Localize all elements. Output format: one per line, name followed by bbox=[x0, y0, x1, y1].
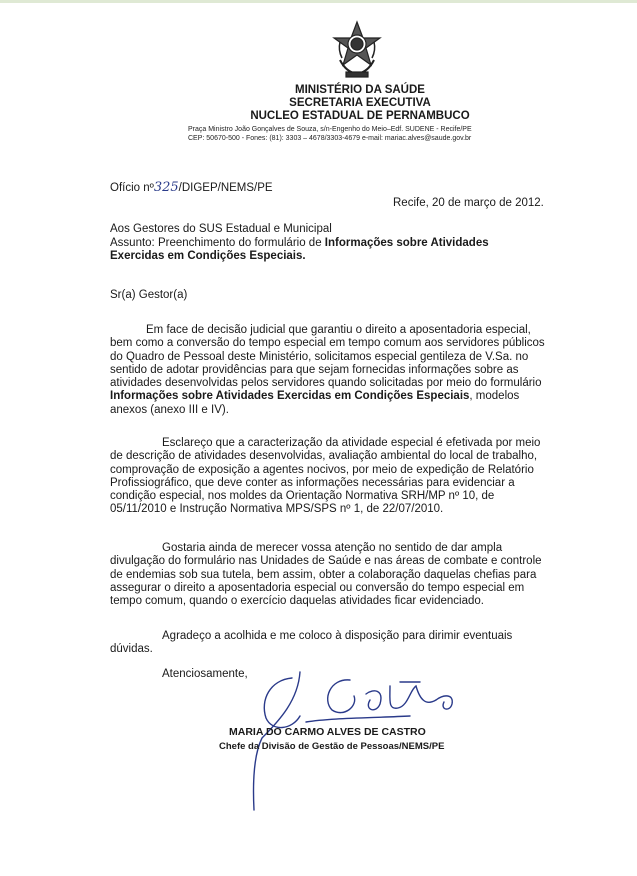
reference-prefix: Ofício nº bbox=[110, 182, 154, 194]
brazil-coat-of-arms-icon bbox=[332, 20, 382, 80]
p2-line: comprovação de exposição a agentes nocivos, por meio de expedição de Relatório bbox=[110, 463, 534, 476]
contact-line: CEP: 50670-500 - Fones: (81): 3303 – 4678/3303-4679 e-mail: mariac.alves@saude.gov.br bbox=[188, 135, 472, 142]
signatory-name: MARIA DO CARMO ALVES DE CASTRO bbox=[229, 726, 426, 738]
paragraph-4 bbox=[110, 630, 558, 657]
subject-bold-2: Exercidas em Condições Especiais. bbox=[110, 250, 306, 262]
p1-line: bem como a conversão do tempo especial em tempo comum aos servidores públicos bbox=[110, 337, 545, 350]
reference-number: 325 bbox=[153, 180, 179, 195]
paragraph-3 bbox=[110, 542, 558, 608]
p3-line: divulgação do formulário nas Unidades de Saúde e nas áreas de combate e controle bbox=[110, 555, 542, 568]
closing: Atenciosamente, bbox=[162, 668, 248, 680]
p2-line: 05/11/2010 e Instrução Normativa MPS/SPS nº 1, de 22/07/2010. bbox=[110, 503, 444, 516]
p2-line: condição especial, nos moldes da Orientação Normativa SRH/MP nº 10, de bbox=[110, 490, 495, 503]
p2-line: Esclareço que a caracterização da atividade especial é efetivada por meio bbox=[162, 437, 541, 449]
p1-line: sentido de adotar providências para que sejam fornecidas informações sobre as bbox=[110, 363, 519, 376]
p1-bold-form-title: Informações sobre Atividades Exercidas em Condições Especiais bbox=[110, 390, 470, 403]
p3-line: de endemias sob sua tutela, bem assim, obter a colaboração daquelas chefias para bbox=[110, 568, 537, 581]
p2-line: Profissiográfico, que deve conter as informações necessárias para evidenciar a bbox=[110, 476, 515, 489]
recipient: Aos Gestores do SUS Estadual e Municipal bbox=[110, 223, 332, 235]
subject-line-2 bbox=[110, 250, 306, 263]
scan-edge bbox=[0, 0, 637, 3]
p4-line: Agradeço a acolhida e me coloco à disposição para dirimir eventuais bbox=[162, 630, 513, 642]
office-reference bbox=[110, 181, 273, 195]
p2-line: de descrição de atividades desenvolvidas, avaliação ambiental do local de trabalho, bbox=[110, 450, 538, 463]
subject-bold-1: Informações sobre Atividades bbox=[324, 237, 489, 249]
secretariat-heading: SECRETARIA EXECUTIVA bbox=[289, 97, 431, 109]
nucleus-heading: NUCLEO ESTADUAL DE PERNAMBUCO bbox=[250, 110, 470, 122]
p1-line-rest: , modelos bbox=[469, 390, 520, 403]
p1-line: Em face de decisão judicial que garantiu o direito a aposentadoria especial, bbox=[146, 324, 531, 336]
p1-line: anexos (anexo III e IV). bbox=[110, 403, 229, 416]
p1-line: do Quadro de Pessoal deste Ministério, solicitamos especial gentileza de V.Sa. no bbox=[110, 350, 529, 363]
signatory-title: Chefe da Divisão de Gestão de Pessoas/NEMS/PE bbox=[219, 741, 445, 752]
p4-line: dúvidas. bbox=[110, 643, 153, 656]
reference-suffix: /DIGEP/NEMS/PE bbox=[178, 182, 273, 194]
p3-line: assegurar o direito a aposentadoria especial ou conversão do tempo especial em bbox=[110, 581, 525, 594]
paragraph-2 bbox=[110, 437, 558, 517]
address-line-1: Praça Ministro João Gonçalves de Souza, s/n-Engenho do Meio–Edf. SUDENE - Recife/PE bbox=[188, 126, 472, 133]
paragraph-1 bbox=[110, 324, 558, 417]
place-date: Recife, 20 de março de 2012. bbox=[393, 197, 544, 209]
subject-prefix: Assunto: Preenchimento do formulário de bbox=[110, 237, 325, 249]
p3-line: tempo comum, quando o exercício daquelas atividades ficar evidenciado. bbox=[110, 595, 484, 608]
salutation: Sr(a) Gestor(a) bbox=[110, 289, 188, 301]
ministry-heading: MINISTÉRIO DA SAÚDE bbox=[295, 84, 425, 96]
p1-line: atividades desenvolvidas pelos servidores quando solicitadas por meio do formulário bbox=[110, 377, 542, 390]
p1-line bbox=[110, 390, 558, 403]
subject-line bbox=[110, 237, 489, 250]
p3-line: Gostaria ainda de merecer vossa atenção no sentido de dar ampla bbox=[162, 542, 503, 554]
